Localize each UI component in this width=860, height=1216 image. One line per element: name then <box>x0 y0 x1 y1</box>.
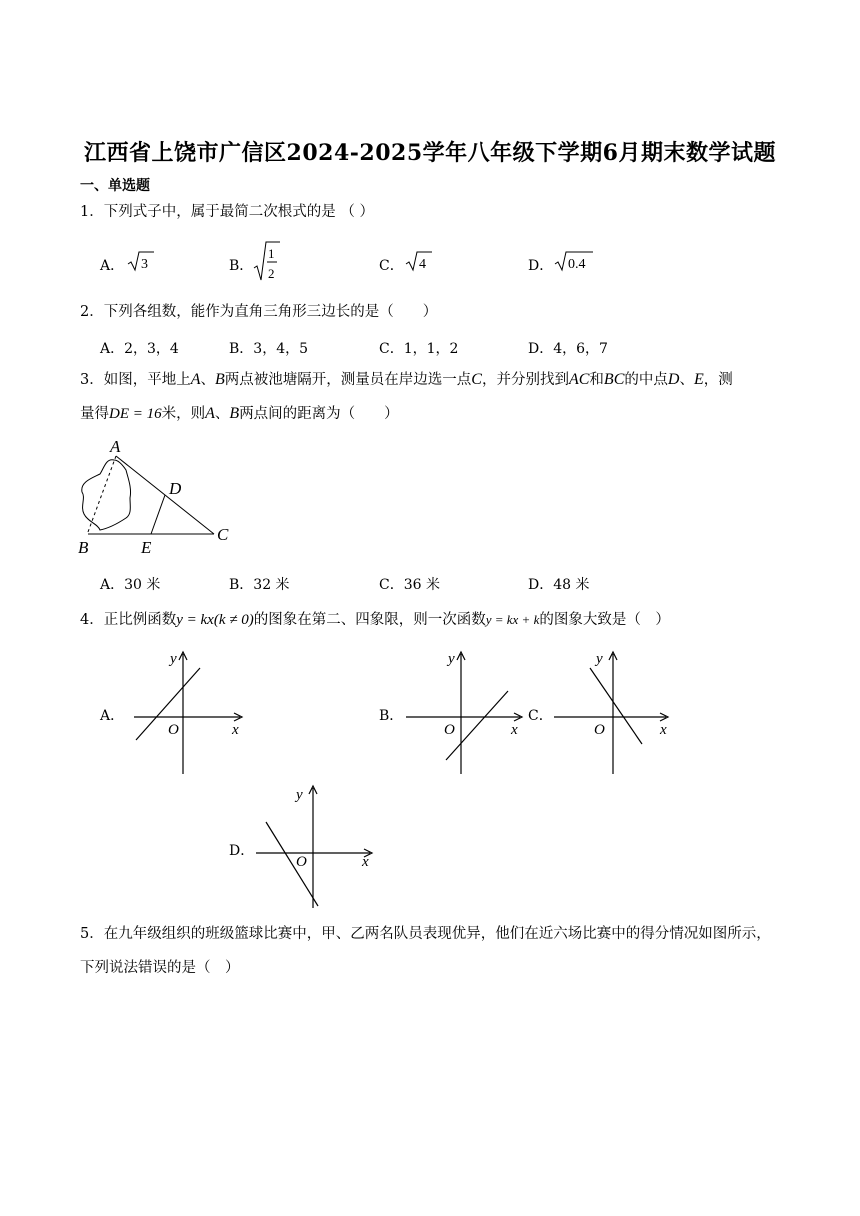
x-axis-label: x <box>511 722 518 738</box>
q1-option-c-label: C． <box>379 258 404 274</box>
y-axis-label: y <box>296 787 303 803</box>
segment-bc: BC <box>603 371 625 388</box>
q3-option-b: B．32 米 <box>229 577 290 593</box>
q3-pond-figure <box>70 434 240 560</box>
text: 、 <box>214 406 230 422</box>
q4-graph-b <box>398 648 528 778</box>
question-3-line-1 <box>80 370 733 390</box>
q2-option-c: C．1，1，2 <box>379 341 459 357</box>
function-line <box>266 822 318 906</box>
text: 的中点 <box>624 372 668 388</box>
question-4-stem <box>80 610 670 630</box>
q4-option-b-label: B． <box>379 708 404 724</box>
text: 米，则 <box>161 406 206 422</box>
text: 、 <box>200 372 216 388</box>
q4-option-a-label: A． <box>100 708 125 724</box>
q3-option-d: D．48 米 <box>528 577 590 593</box>
q3-option-a: A．30 米 <box>100 577 161 593</box>
x-axis-label: x <box>232 722 239 738</box>
point-e: E <box>693 371 704 388</box>
q3-option-c: C．36 米 <box>379 577 440 593</box>
question-2-stem: 2．下列各组数，能作为直角三角形三边长的是（ ） <box>80 304 438 320</box>
q1-option-b-label: B． <box>229 258 254 274</box>
question-5-line-2: 下列说法错误的是（ ） <box>80 960 240 976</box>
y-axis-label: y <box>448 651 455 667</box>
question-5-line-1: 5．在九年级组织的班级篮球比赛中，甲、乙两名队员表现优异，他们在近六场比赛中的得分情况如图所示， <box>80 926 771 942</box>
radicand: 0.4 <box>568 257 586 272</box>
function-line <box>446 691 508 760</box>
q1-option-c-radical <box>404 248 434 274</box>
label-e: E <box>141 538 152 557</box>
section-heading: 一、单选题 <box>80 178 150 194</box>
point-d: D <box>667 371 680 388</box>
y-axis-label: y <box>596 651 603 667</box>
q1-option-b-radical <box>252 238 282 284</box>
text: 、 <box>679 372 694 388</box>
x-axis-label: x <box>660 722 667 738</box>
text: 两点被池塘隔开，测量员在岸边选一点 <box>224 372 472 388</box>
q1-option-a-label: A． <box>100 258 125 274</box>
origin-label: O <box>444 722 455 738</box>
q2-option-d: D．4，6，7 <box>528 341 608 357</box>
text: 量得 <box>80 406 109 422</box>
label-c: C <box>217 525 229 544</box>
q4-option-d-label: D． <box>229 843 255 859</box>
origin-label: O <box>296 854 307 870</box>
segment-ac: AC <box>568 371 590 388</box>
origin-label: O <box>168 722 179 738</box>
radicand: 4 <box>419 257 426 272</box>
text: ，并分别找到 <box>481 372 569 388</box>
segment-de <box>151 495 165 534</box>
label-a: A <box>110 437 121 456</box>
x-axis-label: x <box>362 854 369 870</box>
q4-graph-a <box>122 648 252 778</box>
origin-label: O <box>594 722 605 738</box>
point-b: B <box>229 405 240 422</box>
radicand: 3 <box>141 257 148 272</box>
page-title: 江西省上饶市广信区2024-2025学年八年级下学期6月期末数学试题 <box>84 140 776 166</box>
formula-linear: y = kx + k <box>485 612 540 627</box>
q4-option-c-label: C． <box>528 708 553 724</box>
text: 两点间的距离为（ ） <box>239 406 399 422</box>
q4-graph-c <box>550 648 680 778</box>
q4-graph-d <box>252 782 382 912</box>
y-axis-label: y <box>170 651 177 667</box>
segment-ab-dashed <box>88 456 116 532</box>
text: 4．正比例函数 <box>80 612 177 628</box>
q2-option-a: A．2，3，4 <box>100 341 179 357</box>
formula-proportional: y = kx(k ≠ 0) <box>176 612 254 628</box>
point-a: A <box>205 405 215 422</box>
q1-option-a-radical <box>126 248 156 274</box>
q1-option-d-label: D． <box>528 258 554 274</box>
text: 3．如图，平地上 <box>80 372 191 388</box>
text: 的图象大致是（ ） <box>539 612 670 628</box>
denominator: 2 <box>268 266 275 281</box>
numerator: 1 <box>268 246 275 261</box>
point-a: A <box>190 371 201 388</box>
q2-option-b: B．3，4，5 <box>229 341 309 357</box>
text: 的图象在第二、四象限，则一次函数 <box>253 612 486 628</box>
point-b: B <box>215 371 225 388</box>
equation-de: DE = 16 <box>109 406 162 422</box>
text: ，测 <box>703 372 733 388</box>
text: 和 <box>589 372 604 388</box>
q1-option-d-radical <box>553 248 595 274</box>
pond-outline <box>82 460 131 530</box>
label-b: B <box>78 538 89 557</box>
question-3-line-2 <box>80 404 399 424</box>
label-d: D <box>169 479 182 498</box>
point-c: C <box>471 371 482 388</box>
question-1-stem: 1．下列式子中，属于最简二次根式的是 （ ） <box>80 204 374 220</box>
